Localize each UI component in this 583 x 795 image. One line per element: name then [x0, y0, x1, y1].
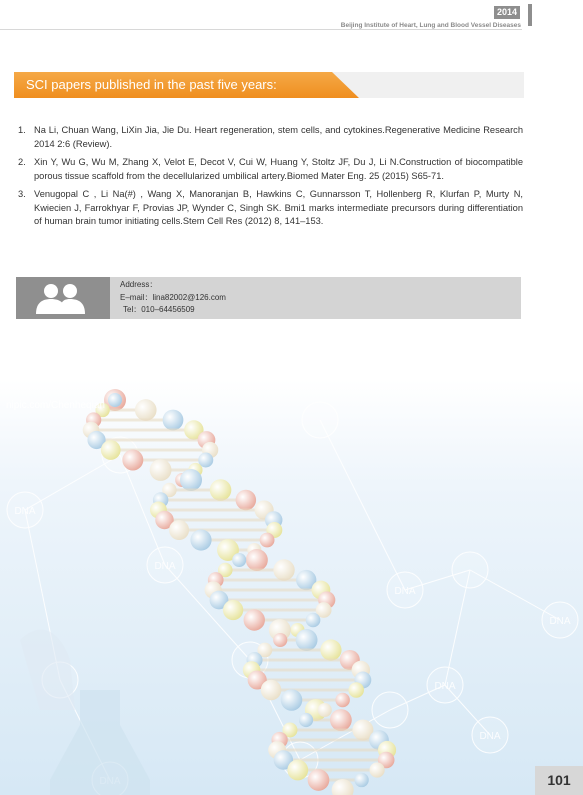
reference-text: Xin Y, Wu G, Wu M, Zhang X, Velot E, Decot V, Cui W, Huang Y, Stoltz JF, Du J, Li N.Construction of biocompatible porous tissue scaffold from the decellularized umbilical artery.Biomed Mater Eng. 25 (2015) S65-71. [34, 157, 523, 181]
page-number: 101 [535, 766, 583, 795]
dna-bead [122, 450, 143, 471]
contact-avatar-panel [16, 277, 110, 319]
dna-bead [273, 633, 287, 647]
dna-bead [180, 469, 202, 491]
contact-email[interactable]: E–mail：lina82002@126.com [120, 292, 226, 302]
year-badge: 2014 [494, 6, 520, 19]
dna-bead [306, 613, 321, 628]
svg-text:DNA: DNA [154, 561, 176, 572]
contact-details [120, 279, 226, 317]
svg-text:DNA: DNA [479, 731, 501, 742]
dna-bead [108, 393, 122, 407]
dna-network-node [302, 402, 338, 438]
dna-network-node [452, 552, 488, 588]
svg-text:DNA: DNA [394, 586, 416, 597]
dna-bead [261, 680, 282, 701]
dna-bead [210, 479, 232, 501]
dna-bead [369, 762, 384, 777]
section-title: SCI papers published in the past five years: [26, 77, 277, 92]
reference-item [18, 188, 523, 229]
dna-bead [101, 440, 121, 460]
header-accent-bar [528, 4, 532, 26]
image-watermark: nipic.com/Chenheqian [6, 400, 105, 411]
dna-bead [354, 773, 368, 787]
dna-network-node [147, 547, 183, 583]
reference-item [18, 124, 523, 151]
dna-bead [246, 549, 268, 571]
dna-bead [232, 553, 246, 567]
svg-text:DNA: DNA [549, 616, 571, 627]
dna-bead [244, 609, 265, 630]
reference-number: 2. [18, 157, 26, 167]
dna-bead [135, 399, 157, 421]
reference-number: 1. [18, 125, 26, 135]
institute-name: Beijing Institute of Heart, Lung and Blood Vessel Diseases [340, 22, 521, 29]
dna-bead [335, 693, 349, 707]
page-header [0, 0, 583, 40]
dna-bead [287, 760, 308, 781]
dna-bead [236, 490, 257, 511]
dna-bead [318, 703, 332, 717]
svg-text:DNA: DNA [14, 506, 36, 517]
dna-bead [190, 529, 211, 550]
dna-bead [299, 713, 313, 727]
people-icon [30, 281, 90, 315]
dna-bead [281, 689, 303, 711]
dna-bead [150, 459, 172, 481]
dna-bead [169, 520, 189, 540]
dna-network-node [7, 492, 43, 528]
contact-address: Address： [120, 280, 158, 289]
dna-bead [223, 600, 243, 620]
contact-box [16, 277, 521, 319]
reference-number: 3. [18, 189, 26, 199]
reference-list [18, 124, 523, 234]
dna-bead [349, 682, 364, 697]
dna-network-node [542, 602, 578, 638]
section-banner [14, 72, 524, 98]
contact-phone: Tel：010–64456509 [123, 305, 195, 314]
dna-bead [308, 769, 330, 791]
dna-bead [330, 709, 352, 731]
dna-network-node [372, 692, 408, 728]
svg-text:DNA: DNA [434, 681, 456, 692]
dna-bead [273, 559, 294, 580]
dna-illustration [0, 380, 583, 795]
dna-network-node [427, 667, 463, 703]
dna-network-node [387, 572, 423, 608]
reference-text: Venugopal C , Li Na(#) , Wang X, Manoranjan B, Hawkins C, Gunnarsson T, Hollenberg R, Klurfan P, Murty N, Kwiecien J, Farrokhyar F, Provias JP, Wynder C, Singh SK. Bmi1 marks intermediate precursors during differentiation of human brain tumor initiating cells.Stem Cell Res (2012) 8, 141–153. [34, 189, 523, 226]
dna-helix-image [0, 380, 583, 795]
header-rule [0, 29, 522, 30]
reference-text: Na Li, Chuan Wang, LiXin Jia, Jie Du. Heart regeneration, stem cells, and cytokines.Regenerative Medicine Research 2014 2:6 (Review). [34, 125, 523, 149]
dna-bead [296, 629, 318, 651]
dna-bead [163, 410, 184, 431]
reference-item [18, 156, 523, 183]
dna-bead [260, 533, 275, 548]
dna-network-node [472, 717, 508, 753]
dna-bead [320, 639, 341, 660]
